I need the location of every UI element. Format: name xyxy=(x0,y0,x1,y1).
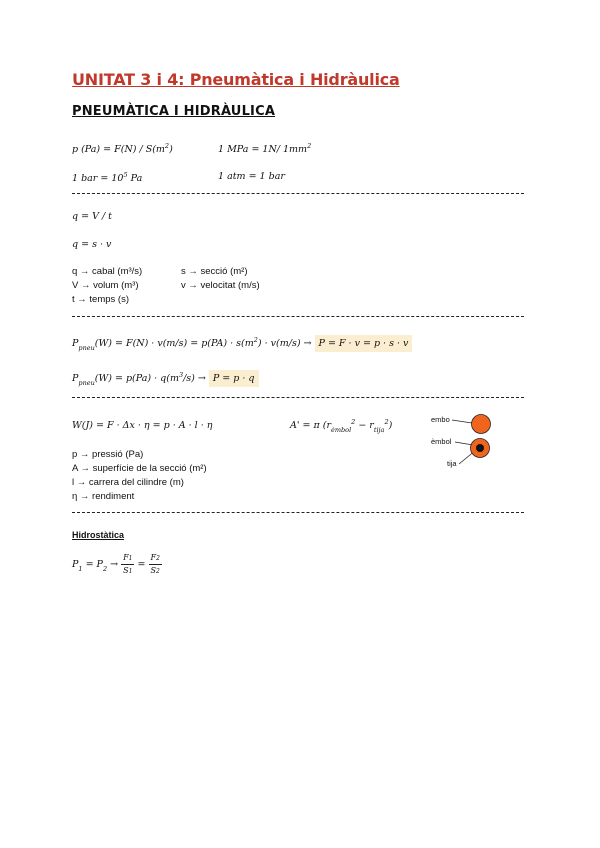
flow-legend-v: V → volum (m³) xyxy=(72,280,139,291)
flow-legend-velocity: v → velocitat (m/s) xyxy=(181,280,260,291)
power-eq2-exponent: 3 xyxy=(178,371,184,379)
fraction-num-2 xyxy=(149,552,162,565)
bar-exponent: 5 xyxy=(123,171,128,179)
fraction-den-2 xyxy=(149,565,162,577)
work-legend-l: l → carrera del cilindre (m) xyxy=(72,477,184,488)
f1-sub: 1 xyxy=(128,555,133,562)
work-legend-eta: η → rendiment xyxy=(72,491,135,502)
section-heading: PNEUMÀTICA I HIDRÀULICA xyxy=(72,104,276,119)
area-exp-2: 2 xyxy=(384,418,389,426)
piston-circle xyxy=(472,415,491,434)
separator xyxy=(72,397,524,398)
leader-line-embol xyxy=(455,442,473,445)
power-eq2-tail: /s) → xyxy=(183,373,206,385)
pressure-definition xyxy=(72,142,173,155)
area-sub-embol: èmbol xyxy=(330,426,352,435)
power-subscript: pneu xyxy=(78,344,95,353)
fraction-den-1 xyxy=(121,565,134,577)
f2-sub: 2 xyxy=(156,555,160,562)
area-exp-1: 2 xyxy=(351,418,356,426)
mpa-text: 1 MPa = 1N/ 1mm xyxy=(218,144,308,156)
fraction-f1-s1 xyxy=(121,552,134,577)
fraction-num-1 xyxy=(121,552,134,565)
s2-sub: 2 xyxy=(156,568,160,575)
pascal-p1: P xyxy=(72,559,79,570)
label-embol: èmbol xyxy=(431,437,452,446)
work-legend-a: A → superfície de la secció (m²) xyxy=(72,463,207,474)
label-tija: tija xyxy=(447,459,457,468)
s1-symbol: S xyxy=(123,566,129,575)
separator xyxy=(72,193,524,194)
power-eq1-tail: ) · v(m/s) → xyxy=(257,338,312,350)
work-legend-p: p → pressió (Pa) xyxy=(72,449,144,460)
pascal-p1-sub: 1 xyxy=(78,565,83,573)
pascal-p2-sub: 2 xyxy=(102,565,108,573)
power-eq1-body: (W) = F(N) · v(m/s) = p(PA) · s(m xyxy=(94,338,254,350)
mpa-exponent: 2 xyxy=(307,142,312,150)
separator xyxy=(72,512,524,513)
document-title: UNITAT 3 i 4: Pneumàtica i Hidràulica xyxy=(72,70,400,89)
area-close: ) xyxy=(388,420,393,432)
area-mid: − r xyxy=(355,420,374,432)
flow-legend-t: t → temps (s) xyxy=(72,294,130,305)
power-eq1-highlight: P = F · v = p · s · v xyxy=(315,335,413,352)
pressure-close: ) xyxy=(169,144,173,156)
bar-definition xyxy=(72,171,142,184)
separator xyxy=(72,316,524,317)
flow-equation-section: q = s · v xyxy=(72,239,112,250)
power-subscript-2: pneu xyxy=(78,379,95,388)
pascal-eq: = P xyxy=(82,559,103,570)
rod-circle xyxy=(476,444,484,452)
f1-symbol: F xyxy=(123,553,129,562)
power-eq2-highlight: P = p · q xyxy=(209,370,259,387)
pascal-arrow: → xyxy=(107,559,122,570)
power-equation-2 xyxy=(72,371,259,388)
fraction-f2-s2 xyxy=(149,552,162,577)
area-equation xyxy=(290,418,393,435)
fraction-equals: = xyxy=(137,559,149,570)
pressure-exponent: 2 xyxy=(164,142,170,150)
f2-symbol: F xyxy=(150,553,157,562)
power-symbol: P xyxy=(72,338,79,350)
leader-line-embo xyxy=(452,420,472,423)
work-equation: W(J) = F · Δx · η = p · A · l · η xyxy=(72,420,213,431)
bar-text: 1 bar = 10 xyxy=(72,173,124,185)
area-lhs: A' = π (r xyxy=(290,420,331,432)
s1-sub: 1 xyxy=(128,568,133,575)
bar-unit: Pa xyxy=(127,173,143,185)
flow-legend-s: s → secció (m²) xyxy=(181,266,248,277)
power-eq1-exponent: 2 xyxy=(253,336,258,344)
mpa-definition xyxy=(218,142,311,155)
s2-symbol: S xyxy=(150,566,157,575)
power-eq2-body: (W) = p(Pa) · q(m xyxy=(94,373,179,385)
pressure-definition-text: p (Pa) = F(N) / S(m xyxy=(72,144,165,156)
label-embo: embo xyxy=(431,415,450,424)
power-symbol-2: P xyxy=(72,373,79,385)
hydrostatics-heading: Hidrostàtica xyxy=(72,530,125,540)
area-sub-tija: tija xyxy=(373,426,385,435)
pascal-equation xyxy=(72,552,162,577)
flow-equation-volume: q = V / t xyxy=(72,211,112,222)
power-equation-1 xyxy=(72,336,412,353)
flow-legend-q: q → cabal (m³/s) xyxy=(72,266,143,277)
atm-definition: 1 atm = 1 bar xyxy=(218,171,285,182)
